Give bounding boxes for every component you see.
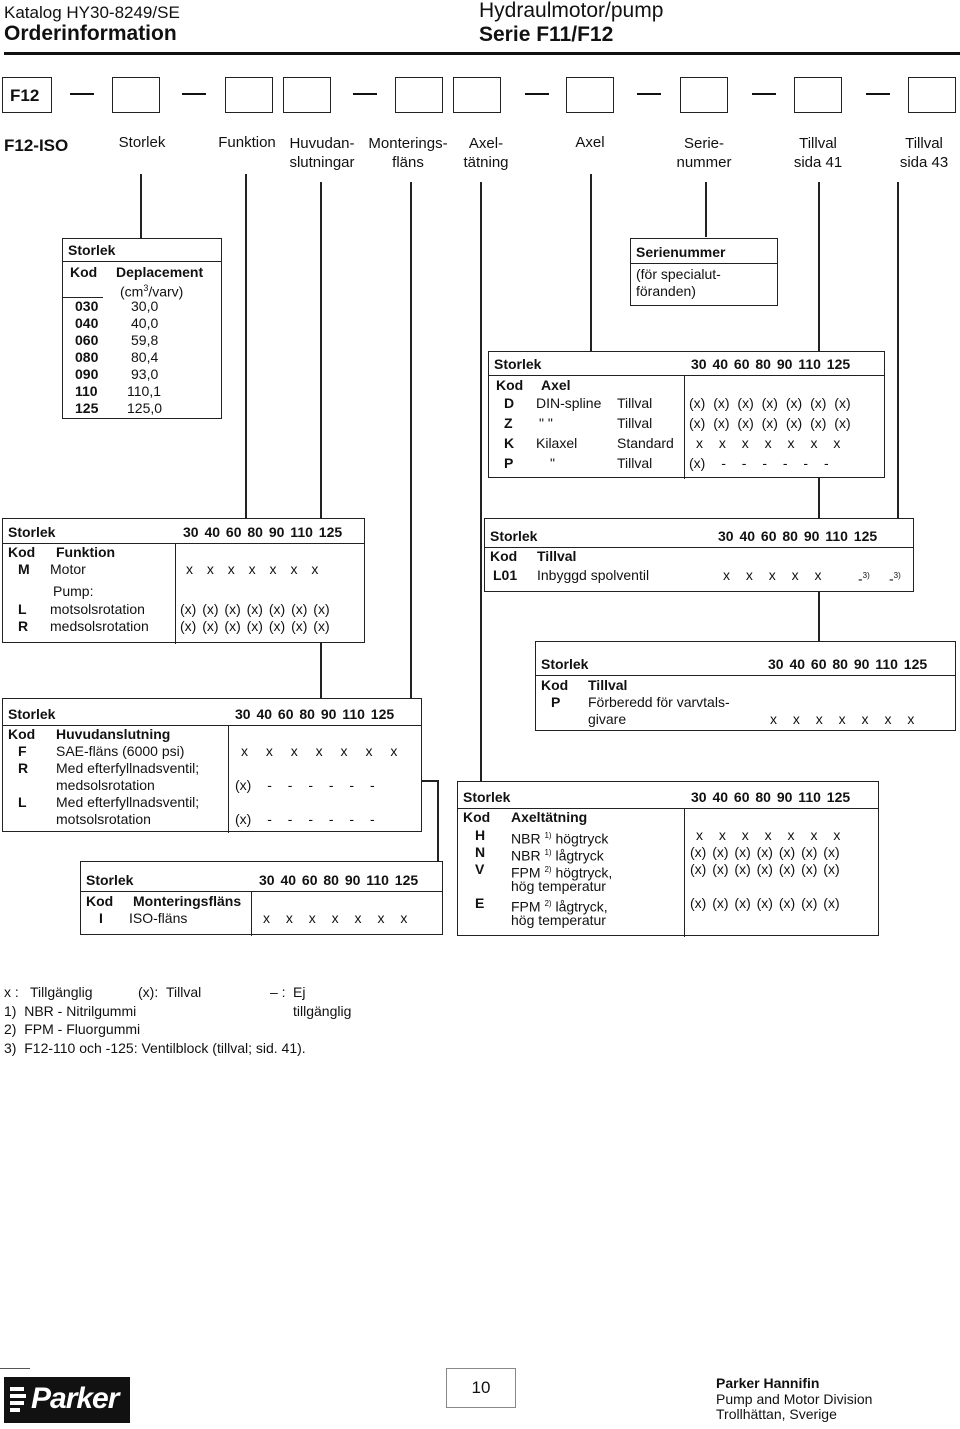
table-row: motsolsrotation: [56, 811, 151, 827]
box-text: (för specialut-: [636, 266, 721, 282]
list-item: 40,0: [131, 315, 159, 331]
table-title: Storlek: [86, 872, 134, 888]
label-tillval-41: Tillval sida 41: [793, 135, 843, 171]
column-header: Deplacement: [116, 264, 204, 280]
table-row: NBR $^{1)}$ lågtryck: [511, 847, 604, 864]
legend-opt-text: Tillval: [166, 984, 202, 1000]
table-row: (x) (x) (x) (x) (x) (x) (x): [689, 395, 851, 411]
table-row: (x) - - - - - -: [235, 777, 375, 793]
code-dash: [752, 93, 776, 95]
code-box-huvudanslutning: [283, 77, 331, 113]
list-item: 080: [75, 349, 99, 365]
table-row: hög temperatur: [511, 912, 606, 928]
list-item: 030: [75, 298, 99, 314]
axel-table: [488, 351, 885, 478]
column-header: Huvudanslutning: [56, 726, 171, 742]
connector-line: [410, 182, 412, 780]
table-row: (x) - - - - - -: [235, 811, 375, 827]
footer-rule: [0, 1368, 30, 1369]
table-row: ISO-fläns: [129, 910, 188, 926]
table-row: x x x x x x x: [263, 910, 408, 926]
table-row: (x) (x) (x) (x) (x) (x) (x): [690, 844, 840, 860]
footnote: 2) FPM - Fluorgummi: [4, 1021, 141, 1037]
table-row: R: [18, 618, 29, 634]
company-name: Parker Hannifin: [716, 1375, 820, 1391]
list-item: 125: [75, 400, 99, 416]
legend-x-text: Tillgänglig: [30, 984, 93, 1000]
footnote-ref: -$^{3)}$: [858, 570, 870, 587]
huvudanslutning-table: [2, 698, 422, 832]
code-box-tillval-43: [908, 77, 956, 113]
kod-header: Kod: [8, 544, 36, 560]
list-item: 110: [75, 383, 98, 399]
list-item: 80,4: [131, 349, 159, 365]
table-row: Inbyggd spolventil: [537, 567, 650, 583]
table-row: motsolsrotation: [50, 601, 145, 617]
label-serienummer: Serie- nummer: [676, 135, 732, 171]
series-title: Serie F11/F12: [479, 23, 614, 46]
code-dash: [70, 93, 94, 95]
table-row: H: [475, 827, 486, 843]
table-row: L: [18, 601, 27, 617]
kod-header: Kod: [70, 264, 98, 280]
connector-line: [140, 174, 142, 239]
code-box-prefix: F12: [2, 77, 52, 113]
table-row: P: [504, 455, 514, 471]
legend: [4, 983, 352, 1057]
kod-header: Kod: [463, 809, 491, 825]
label-funktion: Funktion: [218, 134, 276, 151]
connector-line: [480, 182, 482, 782]
table-row: (x) (x) (x) (x) (x) (x) (x): [690, 861, 840, 877]
iso-prefix-label: F12-ISO: [4, 136, 69, 155]
table-row: x x x x x x x: [770, 711, 915, 727]
table-row: x x x x x x x: [241, 743, 398, 759]
storlek-table: [62, 238, 222, 419]
table-row: x x x x x: [723, 567, 822, 583]
company-location: Trollhättan, Sverige: [716, 1406, 837, 1422]
label-huvudanslutningar: Huvudan- slutningar: [289, 135, 355, 171]
table-row: NBR $^{1)}$ högtryck: [511, 830, 609, 847]
legend-x: x :: [4, 984, 19, 1000]
table-row: N: [475, 844, 486, 860]
table-row: hög temperatur: [511, 878, 606, 894]
table-row: Z: [504, 415, 513, 431]
box-text: föranden): [636, 283, 696, 299]
size-header: 30 40 60 80 90 110 125: [718, 528, 878, 544]
column-header: Tillval: [588, 677, 628, 693]
table-row: ": [550, 455, 555, 471]
table-title: Storlek: [463, 789, 511, 805]
code-box-axeltatning: [453, 77, 501, 113]
table-row: I: [99, 910, 103, 926]
table-row: Standard: [617, 435, 674, 451]
column-header: Axeltätning: [511, 809, 588, 825]
list-item: 090: [75, 366, 99, 382]
table-row: DIN-spline: [536, 395, 602, 411]
kod-header: Kod: [496, 377, 524, 393]
table-title: Storlek: [8, 706, 56, 722]
table-row: Med efterfyllnadsventil;: [56, 794, 200, 810]
list-item: 110,1: [127, 383, 161, 399]
kod-header: Kod: [86, 893, 114, 909]
page-number: 10: [471, 1378, 491, 1397]
table-title: Storlek: [541, 656, 589, 672]
table-row: x x x x x x x: [696, 435, 841, 451]
code-box-funktion: [225, 77, 273, 113]
section-title: Orderinformation: [4, 22, 177, 45]
connector-line: [437, 780, 439, 862]
funktion-table: [2, 518, 365, 643]
list-item: 59,8: [131, 332, 159, 348]
table-row: Förberedd för varvtals-: [588, 694, 730, 710]
code-dash: [866, 93, 890, 95]
parker-logo: Parker: [4, 1377, 130, 1423]
table-row: Tillval: [617, 395, 653, 411]
connector-line: [590, 174, 592, 352]
size-header: 30 40 60 80 90 110 125: [768, 656, 928, 672]
kod-header: Kod: [490, 548, 518, 564]
footnote-ref: -$^{3)}$: [889, 570, 901, 587]
code-dash: [182, 93, 206, 95]
company-info: [716, 1376, 872, 1423]
table-row: givare: [588, 711, 627, 727]
code-dash: [525, 93, 549, 95]
unit-label: $(cm^3/varv)$: [120, 283, 184, 300]
list-item: 30,0: [131, 298, 159, 314]
label-storlek: Storlek: [118, 134, 166, 151]
page-number-box: [446, 1368, 516, 1408]
column-header: Monteringsfläns: [133, 893, 242, 909]
table-row: L01: [493, 567, 518, 583]
table-row: V: [475, 861, 485, 877]
kod-header: Kod: [8, 726, 36, 742]
table-title: Storlek: [490, 528, 538, 544]
table-row: x x x x x x x: [696, 827, 841, 843]
table-row: R: [18, 760, 29, 776]
size-header: 30 40 60 80 90 110 125: [691, 356, 851, 372]
table-row: D: [504, 395, 515, 411]
label-monteringsflans: Monterings- fläns: [368, 135, 448, 171]
table-row: (x) - - - - - -: [689, 455, 829, 471]
table-row: F: [18, 743, 27, 759]
table-row: K: [504, 435, 515, 451]
tillval-table-41: [535, 641, 956, 731]
table-row: (x) (x) (x) (x) (x) (x) (x): [690, 895, 840, 911]
table-row: x x x x x x x: [186, 561, 319, 577]
size-header: 30 40 60 80 90 110 125: [691, 789, 851, 805]
header-rule: [4, 52, 960, 55]
label-axel: Axel: [575, 134, 605, 151]
column-header: Tillval: [537, 548, 577, 564]
table-row: Pump:: [53, 583, 94, 599]
serienummer-box: [630, 238, 778, 306]
table-row: medsolsrotation: [50, 618, 149, 634]
legend-na-text: Ej tillgänglig: [293, 984, 352, 1019]
label-axeltatning: Axel- tätning: [463, 135, 509, 171]
tillval-table-43: [484, 518, 914, 592]
code-box-tillval-41: [794, 77, 842, 113]
table-row: P: [551, 694, 561, 710]
table-row: L: [18, 794, 27, 810]
table-row: Tillval: [617, 455, 653, 471]
connector-line: [245, 174, 247, 519]
catalog-number: Katalog HY30-8249/SE: [4, 3, 180, 22]
table-row: " ": [539, 415, 553, 431]
table-title: Storlek: [8, 524, 56, 540]
code-box-storlek: [112, 77, 160, 113]
kod-header: Kod: [541, 677, 569, 693]
list-item: 125,0: [127, 400, 163, 416]
table-row: M: [18, 561, 30, 577]
legend-opt: (x):: [138, 984, 159, 1000]
table-title: Storlek: [68, 242, 116, 258]
size-header: 30 40 60 80 90 110 125: [235, 706, 395, 722]
table-row: Tillval: [617, 415, 653, 431]
footnote: 1) NBR - Nitrilgummi: [4, 1002, 137, 1019]
code-dash: [637, 93, 661, 95]
legend-na: – :: [270, 984, 286, 1000]
list-item: 060: [75, 332, 99, 348]
list-item: 93,0: [131, 366, 159, 382]
connector-line: [705, 182, 707, 237]
table-row: (x) (x) (x) (x) (x) (x) (x): [180, 618, 330, 634]
table-row: (x) (x) (x) (x) (x) (x) (x): [689, 415, 851, 431]
connector-line: [897, 182, 899, 519]
list-item: 040: [75, 315, 99, 331]
table-row: SAE-fläns (6000 psi): [56, 743, 185, 759]
company-division: Pump and Motor Division: [716, 1390, 873, 1407]
table-row: FPM $^{2)}$ lågtryck,: [511, 898, 608, 915]
table-row: (x) (x) (x) (x) (x) (x) (x): [180, 601, 330, 617]
footnote: 3) F12-110 och -125: Ventilblock (tillval; sid. 41).: [4, 1039, 306, 1056]
table-row: Med efterfyllnadsventil;: [56, 760, 200, 776]
monteringsflans-table: [80, 861, 443, 935]
code-dash: [353, 93, 377, 95]
axeltatning-table: [457, 781, 879, 936]
box-title: Serienummer: [636, 244, 726, 260]
table-title: Storlek: [494, 356, 542, 372]
table-row: E: [475, 895, 485, 911]
code-box-monteringsflans: [395, 77, 443, 113]
size-header: 30 40 60 80 90 110 125: [183, 524, 343, 540]
code-box-serienummer: [680, 77, 728, 113]
column-header: Funktion: [56, 544, 116, 560]
size-header: 30 40 60 80 90 110 125: [259, 872, 419, 888]
table-row: Motor: [50, 561, 86, 577]
table-row: FPM $^{2)}$ högtryck,: [511, 864, 613, 881]
table-row: Kilaxel: [536, 435, 578, 451]
label-tillval-43: Tillval sida 43: [899, 135, 949, 171]
code-box-axel: [566, 77, 614, 113]
column-header: Axel: [541, 377, 571, 393]
table-row: medsolsrotation: [56, 777, 155, 793]
product-title: Hydraulmotor/pump: [479, 0, 664, 22]
